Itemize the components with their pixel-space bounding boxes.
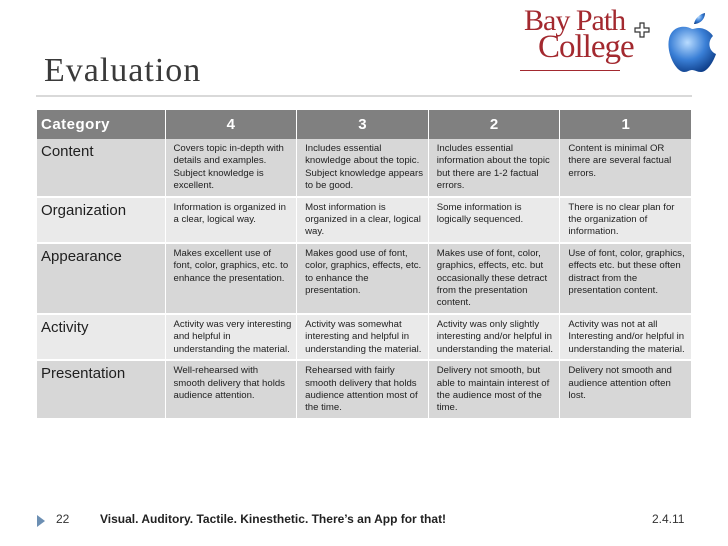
table-cell: Most information is organized in a clear, logical way.: [297, 197, 429, 243]
table-cell: Information is organized in a clear, logical way.: [165, 197, 297, 243]
table-cell: Use of font, color, graphics, effects etc. but these often distract from the presentation content.: [560, 243, 692, 314]
logo-text-line1: Bay Path: [524, 4, 626, 37]
row-category: Content: [37, 139, 165, 197]
slide-title: Evaluation: [44, 52, 202, 89]
table-row: [37, 139, 692, 197]
table-row: [37, 314, 692, 360]
slide-number: 22: [56, 512, 70, 526]
table-row: [37, 197, 692, 243]
title-divider: [36, 95, 692, 97]
table-cell: Rehearsed with fairly smooth delivery that holds audience attention most of the time.: [297, 360, 429, 419]
logo-underline: [520, 70, 620, 71]
row-category: Appearance: [37, 243, 165, 314]
table-cell: Activity was only slightly interesting and/or helpful in understanding the material.: [428, 314, 560, 360]
table-cell: Delivery not smooth, but able to maintain interest of the audience most of the time.: [428, 360, 560, 419]
table-cell: Includes essential knowledge about the topic. Subject knowledge appears to be good.: [297, 139, 429, 197]
table-cell: There is no clear plan for the organization of information.: [560, 197, 692, 243]
footer-date: 2.4.11: [652, 512, 685, 526]
apple-logo-icon: [664, 12, 720, 74]
table-cell: Includes essential information about the topic but there are 1-2 factual errors.: [428, 139, 560, 197]
table-cell: Covers topic in-depth with details and examples. Subject knowledge is excellent.: [165, 139, 297, 197]
column-header-score-4: 4: [165, 110, 297, 139]
bullet-arrow-icon: [37, 515, 45, 527]
footer-tagline: Visual. Auditory. Tactile. Kinesthetic. There’s an App for that!: [100, 512, 447, 526]
table-cell: Activity was not at all Interesting and/or helpful in understanding the material.: [560, 314, 692, 360]
column-header-score-2: 2: [428, 110, 560, 139]
table-cell: Makes good use of font, color, graphics, effects, etc. to enhance the presentation.: [297, 243, 429, 314]
table-cell: Makes use of font, color, graphics, effects, etc. but occasionally these detract from the presentation content.: [428, 243, 560, 314]
evaluation-rubric-table: [37, 110, 692, 420]
logo-text-line2: College: [538, 29, 634, 65]
table-cell: Some information is logically sequenced.: [428, 197, 560, 243]
table-row: [37, 243, 692, 314]
table-cell: Delivery not smooth and audience attention often lost.: [560, 360, 692, 419]
table-cell: Well-rehearsed with smooth delivery that holds audience attention.: [165, 360, 297, 419]
plus-icon: [634, 22, 650, 38]
logo-area: [520, 4, 720, 74]
table-cell: Activity was somewhat interesting and helpful in understanding the material.: [297, 314, 429, 360]
column-header-category: Category: [37, 110, 165, 139]
row-category: Activity: [37, 314, 165, 360]
row-category: Organization: [37, 197, 165, 243]
table-cell: Content is minimal OR there are several factual errors.: [560, 139, 692, 197]
column-header-score-1: 1: [560, 110, 692, 139]
table-cell: Makes excellent use of font, color, graphics, etc. to enhance the presentation.: [165, 243, 297, 314]
row-category: Presentation: [37, 360, 165, 419]
table-cell: Activity was very interesting and helpful in understanding the material.: [165, 314, 297, 360]
column-header-score-3: 3: [297, 110, 429, 139]
table-row: [37, 360, 692, 419]
table-header-row: [37, 110, 692, 139]
